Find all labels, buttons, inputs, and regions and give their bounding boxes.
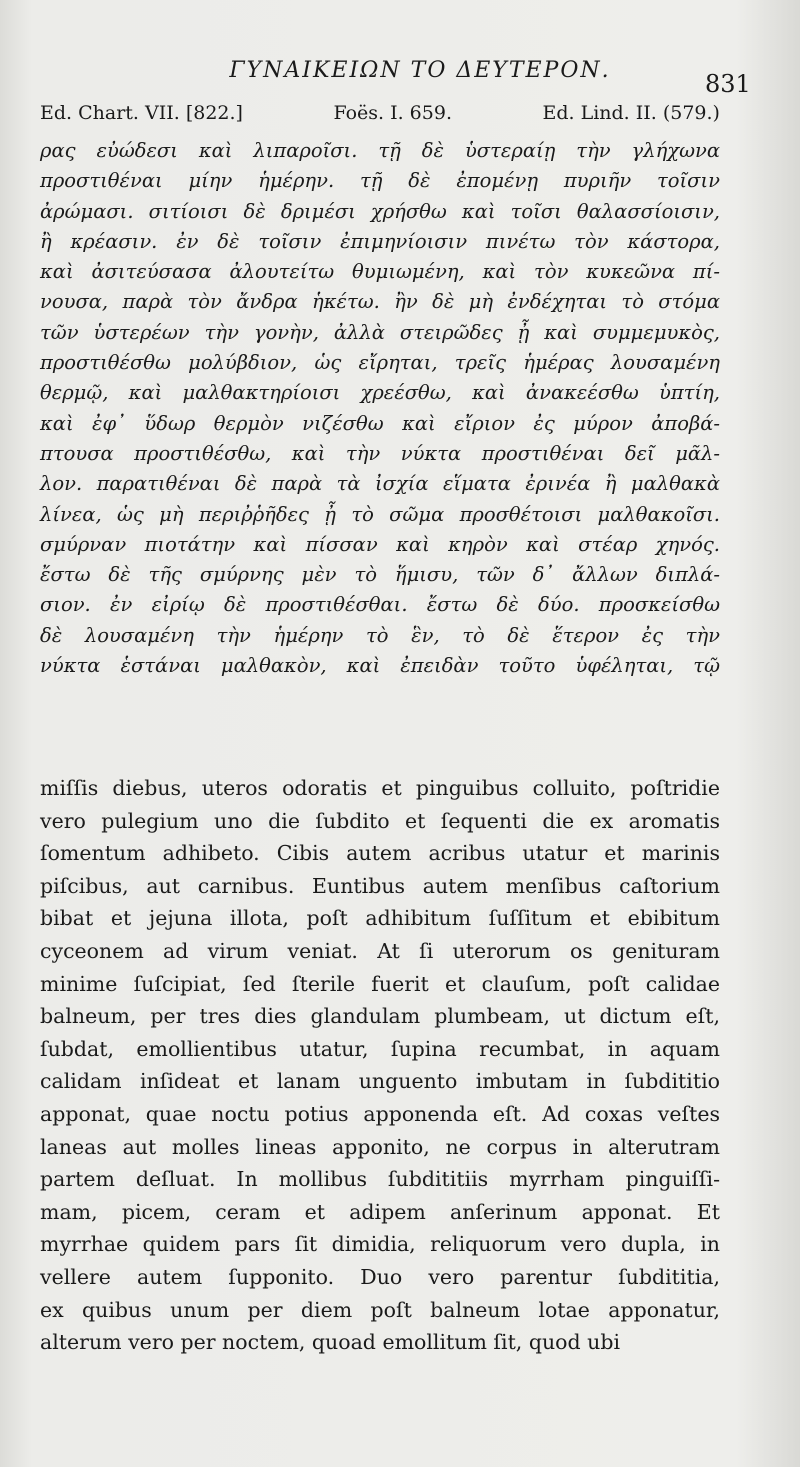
latin-line: ſomentum adhibeto. Cibis autem acribus utatur et marinis: [40, 841, 720, 866]
greek-line: καὶ ἐφ᾽ ὕδωρ θερμὸν νιζέσθω καὶ εἴριον ἐς μύρον ἀποβά-: [40, 411, 720, 435]
greek-line: καὶ ἀσιτεύσασα ἀλουτείτω θυμιωμένη, καὶ τὸν κυκεῶνα πί-: [40, 260, 720, 284]
edition-ref-foes: Foës. I. 659.: [333, 102, 452, 124]
latin-line: miſſis diebus, uteros odoratis et pinguibus colluito, poſtridie: [40, 776, 720, 800]
greek-line: νουσα, παρὰ τὸν ἄνδρα ἡκέτω. ἢν δὲ μὴ ἐνδέχηται τὸ στόμα: [40, 290, 720, 314]
greek-line: προστιθέσθω μολύβδιον, ὡς εἴρηται, τρεῖς ἡμέρας λουσαμένη: [40, 351, 720, 375]
greek-line: ἀρώμασι. σιτίοισι δὲ δριμέσι χρήσθω καὶ τοῖσι θαλασσίοισιν,: [40, 199, 720, 223]
latin-line: ex quibus unum per diem poſt balneum lotae apponatur,: [40, 1297, 720, 1322]
greek-line: νύκτα ἑστάναι μαλθακὸν, καὶ ἐπειδὰν τοῦτο ὑφέληται, τῷ: [40, 654, 720, 678]
latin-line: myrrhae quidem pars ſit dimidia, reliquorum vero dupla, in: [40, 1232, 720, 1257]
greek-line: ρας εὐώδεσι καὶ λιπαροῖσι. τῇ δὲ ὑστεραίῃ τὴν γλήχωνα: [40, 139, 720, 162]
latin-line: alterum vero per noctem, quoad emollitum ſit, quod ubi: [40, 1330, 621, 1355]
greek-line: σμύρναν πιοτάτην καὶ πίσσαν καὶ κηρὸν καὶ στέαρ χηνός.: [40, 532, 720, 556]
latin-line: bibat et jejuna illota, poſt adhibitum ſuſſitum et ebibitum: [40, 906, 720, 931]
latin-line: apponat, quae noctu potius apponenda eſt. Ad coxas veſtes: [40, 1101, 720, 1126]
greek-line: λίνεα, ὡς μὴ περιῤῥῆδες ᾖ τὸ σῶμα προσθέτοισι μαλθακοῖσι.: [40, 502, 720, 526]
latin-line: vero pulegium uno die ſubdito et ſequenti die ex aromatis: [40, 808, 720, 833]
latin-line: vellere autem ſupponito. Duo vero parentur ſubdititia,: [40, 1264, 720, 1289]
greek-line: λον. παρατιθέναι δὲ παρὰ τὰ ἰσχία εἵματα ἐρινέα ἢ μαλθακὰ: [40, 472, 720, 496]
page-number: 831: [705, 70, 751, 98]
latin-translation-block: [40, 772, 720, 1359]
latin-line: balneum, per tres dies glandulam plumbeam, ut dictum eſt,: [40, 1004, 720, 1029]
greek-line: προστιθέναι μίην ἡμέρην. τῇ δὲ ἐπομένῃ πυριῆν τοῖσιν: [40, 169, 720, 193]
greek-text-block: [40, 136, 720, 681]
latin-line: ſubdat, emollientibus utatur, ſupina recumbat, in aquam: [40, 1036, 720, 1061]
edition-references: [40, 102, 720, 124]
edition-ref-linden: Ed. Lind. II. (579.): [542, 102, 720, 124]
latin-line: calidam inſideat et lanam unguento imbutam in ſubdititio: [40, 1069, 720, 1094]
latin-line: laneas aut molles lineas apponito, ne corpus in alterutram: [40, 1134, 720, 1159]
greek-line: θερμῷ, καὶ μαλθακτηρίοισι χρεέσθω, καὶ ἀνακεέσθω ὑπτίη,: [40, 381, 720, 405]
greek-line: ἢ κρέασιν. ἐν δὲ τοῖσιν ἐπιμηνίοισιν πινέτω τὸν κάστορα,: [40, 229, 720, 253]
greek-line: δὲ λουσαμένη τὴν ἡμέρην τὸ ἓν, τὸ δὲ ἕτερον ἐς τὴν: [40, 623, 720, 647]
latin-line: piſcibus, aut carnibus. Euntibus autem menſibus caſtorium: [40, 873, 720, 898]
latin-line: cyceonem ad virum veniat. At ſi uterorum os genituram: [40, 938, 720, 963]
edition-ref-chartier: Ed. Chart. VII. [822.]: [40, 102, 243, 124]
greek-line: ἔστω δὲ τῆς σμύρνης μὲν τὸ ἥμισυ, τῶν δ᾽ ἄλλων διπλά-: [40, 563, 720, 587]
greek-line: τῶν ὑστερέων τὴν γονὴν, ἀλλὰ στειρῶδες ᾖ καὶ συμμεμυκὸς,: [40, 320, 720, 344]
greek-line: σιον. ἐν εἰρίῳ δὲ προστιθέσθαι. ἔστω δὲ δύο. προσκείσθω: [40, 593, 720, 617]
latin-line: minime ſuſcipiat, ſed ſterile fuerit et clauſum, poſt calidae: [40, 971, 720, 996]
latin-line: mam, picem, ceram et adipem anſerinum apponat. Et: [40, 1199, 720, 1224]
running-head: ΓΥΝΑΙΚΕΙΩΝ ΤΟ ΔΕΥΤΕΡΟΝ.: [229, 58, 611, 83]
latin-line: partem deſluat. In mollibus ſubdititiis myrrham pinguiſſi-: [40, 1167, 720, 1192]
greek-line: πτουσα προστιθέσθω, καὶ τὴν νύκτα προστιθέναι δεῖ μᾶλ-: [40, 441, 720, 465]
